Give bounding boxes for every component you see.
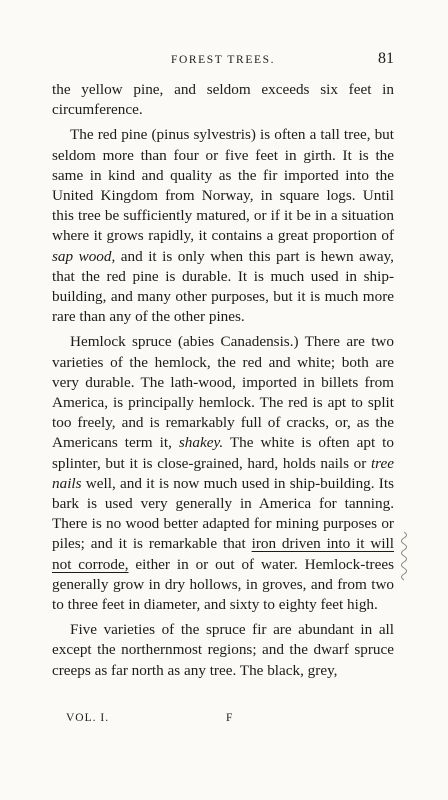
italic-term-shakey: shakey. <box>178 434 224 452</box>
paragraph-4 <box>52 620 394 681</box>
paragraph-1-text: the yellow pine, and seldom exceeds six feet in circumference. <box>52 81 394 119</box>
italic-term-tree-nails: tree nails <box>52 454 394 492</box>
page-header <box>52 50 394 70</box>
margin-squiggle-mark <box>397 530 411 586</box>
volume-label: VOL. I. <box>66 712 110 724</box>
paragraph-3 <box>52 332 394 615</box>
paragraph-3-text-d: either in or out of water. Hemlock-trees generally grow in dry hollows, in groves, and from two to three feet in diameter, and sixty to eighty feet high. <box>52 555 394 614</box>
paragraph-3-text-b: The white is often apt to splinter, but it is close-grained, hard, holds nails or <box>52 434 394 472</box>
running-title: FOREST TREES. <box>170 54 276 66</box>
paragraph-2-text-a: The red pine (pinus sylvestris) is often a tall tree, but seldom more than four or five feet in girth. It is the same in kind and quality as the fir imported into the United Kingdom from Norway, in square logs. Until this tree be sufficiently matured, or if it be in a situation where it grows rapidly, it contains a great proportion of <box>52 126 394 245</box>
paragraph-1 <box>52 80 394 120</box>
underlined-passage: iron driven into it will not corrode, <box>52 535 394 573</box>
signature-mark: F <box>226 712 234 724</box>
paragraph-3-text-a: Hemlock spruce (abies Canadensis.) There are two varieties of the hemlock, the red and white; both are very durable. The lath-wood, imported in billets from America, is principally hemlock. The red is apt to split too freely, and is remarkably full of cracks, or, as the Americans term it, <box>52 333 394 452</box>
body-text <box>52 80 394 681</box>
paragraph-3-text-c: well, and it is now much used in ship-building. Its bark is used very generally in America for tanning. There is no wood better adapted for mining purposes or piles; and it is remarkable that <box>52 474 394 553</box>
paragraph-2-text-b: , and it is only when this part is hewn away, that the red pine is durable. It is much used in ship-building, and many other purposes, but it is much more rare than any of the other pines. <box>52 247 394 326</box>
page-number: 81 <box>378 50 394 67</box>
paragraph-4-text: Five varieties of the spruce fir are abundant in all except the northernmost regions; and the dwarf spruce creeps as far north as any tree. The black, grey, <box>52 621 394 679</box>
paragraph-2 <box>52 125 394 327</box>
italic-term-sap-wood: sap wood <box>52 247 112 265</box>
